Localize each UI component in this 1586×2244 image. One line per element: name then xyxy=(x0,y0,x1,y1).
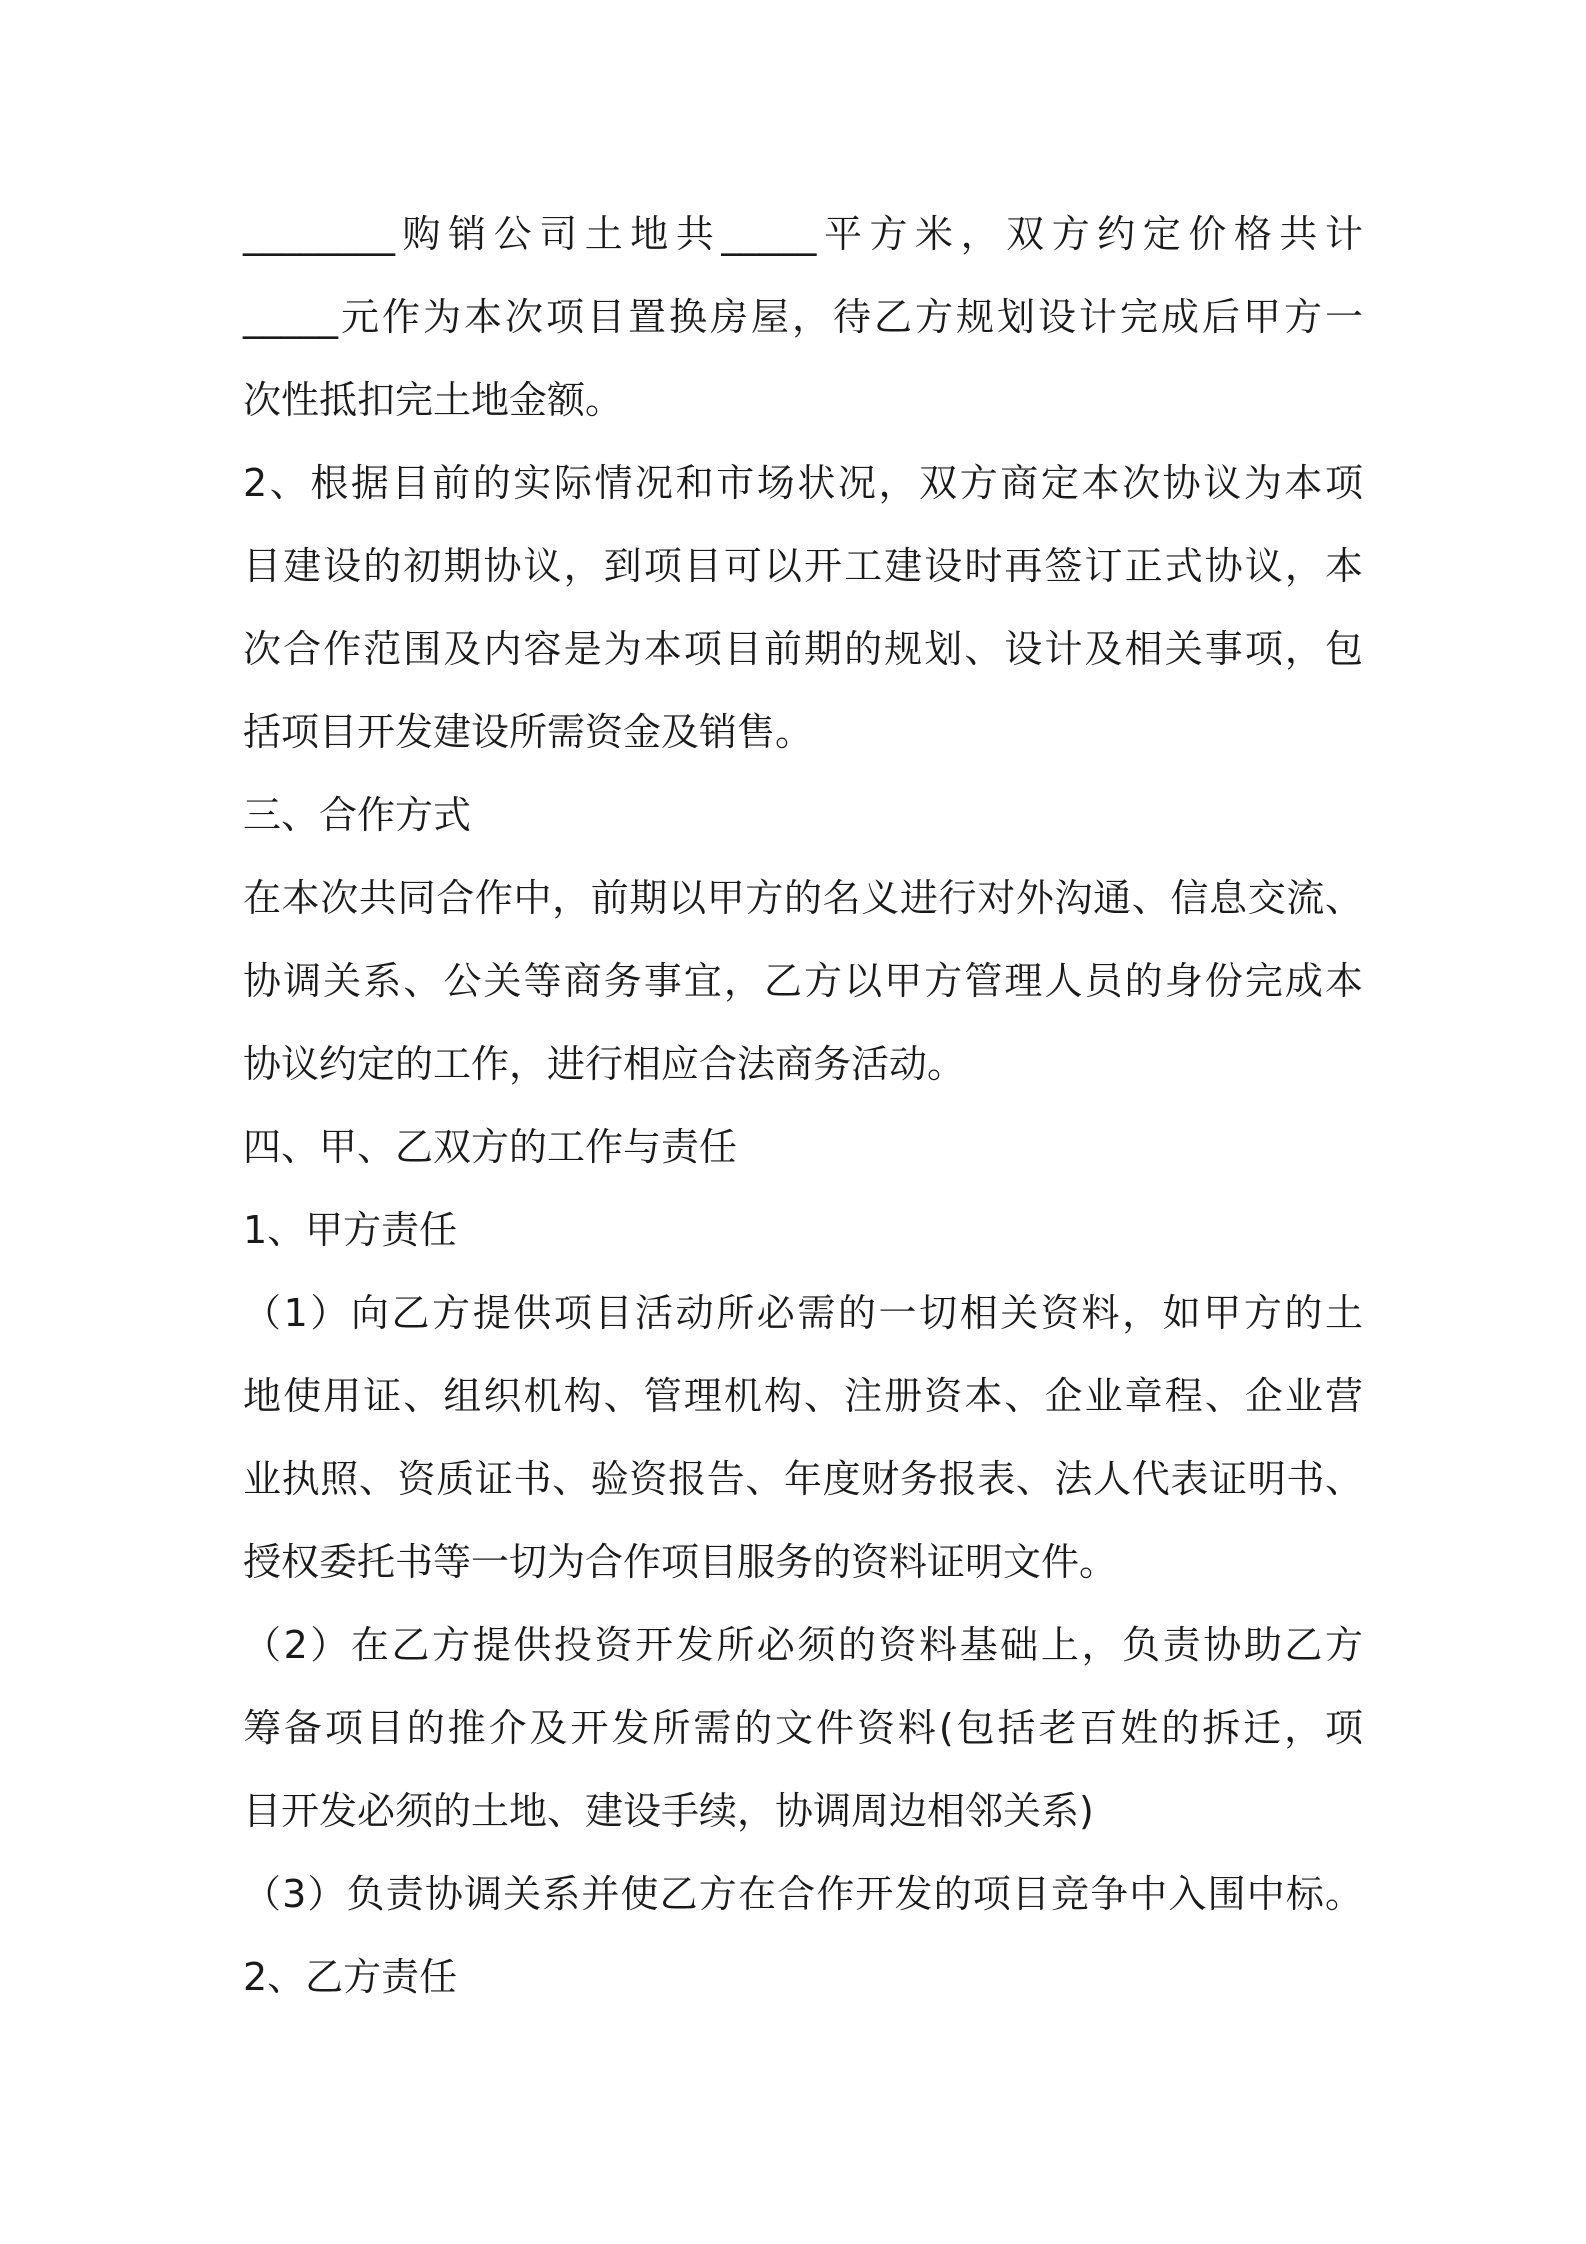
text-line: （3）负责协调关系并使乙方在合作开发的项目竞争中入围中标。 xyxy=(243,1872,1363,1916)
text-line: 授权委托书等一切为合作项目服务的资料证明文件。 xyxy=(243,1540,1118,1584)
subsection-heading: 2、乙方责任 xyxy=(243,1955,458,1999)
text-line: ________购销公司土地共_____平方米，双方约定价格共计 xyxy=(243,212,1363,256)
text-line: 在本次共同合作中，前期以甲方的名义进行对外沟通、信息交流、 xyxy=(243,876,1363,920)
text-line: （2）在乙方提供投资开发所必须的资料基础上，负责协助乙方 xyxy=(243,1623,1363,1667)
text-line: 筹备项目的推介及开发所需的文件资料(包括老百姓的拆迁，项 xyxy=(243,1706,1363,1750)
document-body xyxy=(243,193,1363,2019)
text-line: 目开发必须的土地、建设手续，协调周边相邻关系) xyxy=(243,1789,1094,1833)
text-line: 协议约定的工作，进行相应合法商务活动。 xyxy=(243,1042,966,1086)
text-line: 括项目开发建设所需资金及销售。 xyxy=(243,710,814,754)
text-line: 2、根据目前的实际情况和市场状况，双方商定本次协议为本项 xyxy=(243,461,1363,505)
text-line: 次合作范围及内容是为本项目前期的规划、设计及相关事项，包 xyxy=(243,627,1363,671)
text-line: 业执照、资质证书、验资报告、年度财务报表、法人代表证明书、 xyxy=(243,1457,1363,1501)
subsection-heading: 1、甲方责任 xyxy=(243,1208,458,1252)
text-line: _____元作为本次项目置换房屋，待乙方规划设计完成后甲方一 xyxy=(243,295,1363,339)
text-line: 协调关系、公关等商务事宜，乙方以甲方管理人员的身份完成本 xyxy=(243,959,1363,1003)
text-line: 次性抵扣完土地金额。 xyxy=(243,378,624,422)
text-line: （1）向乙方提供项目活动所必需的一切相关资料，如甲方的土 xyxy=(243,1291,1363,1335)
section-heading: 四、甲、乙双方的工作与责任 xyxy=(243,1125,738,1169)
text-line: 地使用证、组织机构、管理机构、注册资本、企业章程、企业营 xyxy=(243,1374,1363,1418)
section-heading: 三、合作方式 xyxy=(243,793,472,837)
text-line: 目建设的初期协议，到项目可以开工建设时再签订正式协议，本 xyxy=(243,544,1363,588)
